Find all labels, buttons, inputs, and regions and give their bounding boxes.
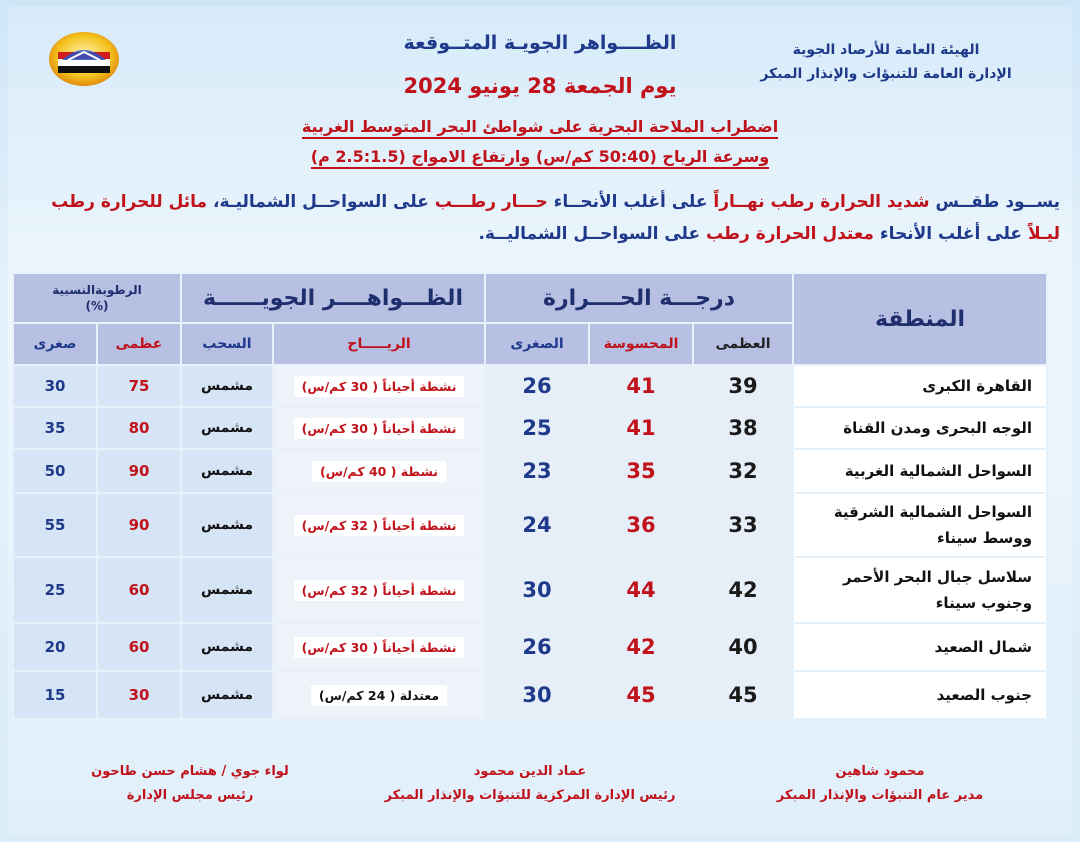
min-temp-value: 30 — [485, 671, 589, 719]
humidity-min-value: 20 — [13, 623, 97, 671]
clouds-value: مشمس — [181, 365, 273, 407]
org-line-1: الهيئة العامة للأرصاد الجوية — [792, 42, 980, 58]
humidity-max-value: 60 — [97, 557, 181, 623]
wind-cell — [273, 623, 485, 671]
wind-value: نشطة أحياناً ( 32 كم/س) — [294, 515, 465, 536]
col-feels-like: المحسوسة — [589, 323, 693, 365]
wind-value: نشطة أحياناً ( 30 كم/س) — [294, 418, 465, 439]
org-line-2: الإدارة العامة للتنبؤات والإنذار المبكر — [760, 66, 1012, 82]
col-humidity-max: عظمى — [97, 323, 181, 365]
feels-like-value: 36 — [589, 493, 693, 557]
wind-cell — [273, 557, 485, 623]
organization-name — [736, 38, 1036, 86]
humidity-min-value: 50 — [13, 449, 97, 493]
phenomena-group-header: الظـــواهــــر الجويــــــة — [181, 273, 485, 323]
table-row — [13, 449, 1047, 493]
signature-board-chairman — [60, 760, 320, 808]
humidity-group-header: الرطوبةالنسبية (%) — [13, 273, 181, 323]
min-temp-value: 25 — [485, 407, 589, 449]
marine-warning-line-2: وسرعة الرياح (50:40 كم/س) وارتفاع الامواج (2.5:1.5 م) — [270, 147, 810, 166]
min-temp-value: 24 — [485, 493, 589, 557]
forecast-date: يوم الجمعة 28 يونيو 2024 — [403, 74, 677, 98]
humidity-min-value: 30 — [13, 365, 97, 407]
region-name: شمال الصعيد — [793, 623, 1047, 671]
min-temp-value: 23 — [485, 449, 589, 493]
wind-value: نشطة ( 40 كم/س) — [312, 461, 446, 482]
feels-like-value: 45 — [589, 671, 693, 719]
signature-role: مدير عام التنبؤات والإنذار المبكر — [776, 788, 984, 803]
clouds-value: مشمس — [181, 557, 273, 623]
temperature-group-header: درجـــة الحــــرارة — [485, 273, 793, 323]
weather-table — [12, 272, 1048, 720]
humidity-min-value: 25 — [13, 557, 97, 623]
humidity-max-value: 60 — [97, 623, 181, 671]
max-temp-value: 32 — [693, 449, 793, 493]
signature-role: رئيس الإدارة المركزية للتنبؤات والإنذار المبكر — [384, 788, 676, 803]
table-row — [13, 365, 1047, 407]
feels-like-value: 41 — [589, 365, 693, 407]
table-row — [13, 671, 1047, 719]
wind-value: نشطة أحياناً ( 30 كم/س) — [294, 637, 465, 658]
region-name: سلاسل جبال البحر الأحمر وجنوب سيناء — [793, 557, 1047, 623]
humidity-max-value: 90 — [97, 449, 181, 493]
region-column-header: المنطقة — [793, 273, 1047, 365]
min-temp-value: 26 — [485, 365, 589, 407]
feels-like-value: 35 — [589, 449, 693, 493]
col-clouds: السحب — [181, 323, 273, 365]
page-title: الظــــواهر الجويـة المتــوقعة — [403, 32, 677, 54]
region-name: جنوب الصعيد — [793, 671, 1047, 719]
wind-cell — [273, 493, 485, 557]
region-name: السواحل الشمالية الشرقية ووسط سيناء — [793, 493, 1047, 557]
table-row — [13, 557, 1047, 623]
max-temp-value: 38 — [693, 407, 793, 449]
min-temp-value: 30 — [485, 557, 589, 623]
col-max-temp: العظمى — [693, 323, 793, 365]
signature-name: لواء جوي / هشام حسن طاحون — [91, 764, 289, 779]
max-temp-value: 42 — [693, 557, 793, 623]
feels-like-value: 41 — [589, 407, 693, 449]
wind-cell — [273, 449, 485, 493]
max-temp-value: 39 — [693, 365, 793, 407]
region-name: الوجه البحرى ومدن القناة — [793, 407, 1047, 449]
region-name: القاهرة الكبرى — [793, 365, 1047, 407]
clouds-value: مشمس — [181, 623, 273, 671]
min-temp-value: 26 — [485, 623, 589, 671]
clouds-value: مشمس — [181, 493, 273, 557]
col-humidity-min: صغرى — [13, 323, 97, 365]
table-row — [13, 493, 1047, 557]
feels-like-value: 44 — [589, 557, 693, 623]
wind-cell — [273, 407, 485, 449]
marine-warning-line-1: اضطراب الملاحة البحرية على شواطئ البحر المتوسط الغربية — [270, 117, 810, 136]
general-forecast-text: يســود طقــس شديد الحرارة رطب نهــاراً على أغلب الأنحــاء حـــار رطـــب على السواحــل الشماليـة، مائل للحرارة رطب ليـلاً على أغلب الأنحاء معتدل الحرارة رطب على السواحــل الشماليــة. — [51, 192, 1060, 244]
humidity-min-value: 15 — [13, 671, 97, 719]
clouds-value: مشمس — [181, 671, 273, 719]
wind-cell — [273, 671, 485, 719]
humidity-max-value: 75 — [97, 365, 181, 407]
signature-central-admin-head — [360, 760, 700, 808]
wind-cell — [273, 365, 485, 407]
signature-forecast-director — [750, 760, 1010, 808]
humidity-max-value: 80 — [97, 407, 181, 449]
humidity-min-value: 35 — [13, 407, 97, 449]
signature-name: عماد الدين محمود — [473, 764, 587, 779]
wind-value: نشطة أحياناً ( 32 كم/س) — [294, 580, 465, 601]
col-min-temp: الصغرى — [485, 323, 589, 365]
col-wind: الريـــــاح — [273, 323, 485, 365]
wind-value: معتدلة ( 24 كم/س) — [311, 685, 447, 706]
wind-value: نشطة أحياناً ( 30 كم/س) — [294, 376, 465, 397]
max-temp-value: 45 — [693, 671, 793, 719]
feels-like-value: 42 — [589, 623, 693, 671]
humidity-max-value: 90 — [97, 493, 181, 557]
max-temp-value: 40 — [693, 623, 793, 671]
table-row — [13, 407, 1047, 449]
region-name: السواحل الشمالية الغربية — [793, 449, 1047, 493]
max-temp-value: 33 — [693, 493, 793, 557]
table-row — [13, 623, 1047, 671]
signature-role: رئيس مجلس الإدارة — [126, 788, 254, 803]
ema-logo-icon — [48, 30, 120, 88]
signature-name: محمود شاهين — [835, 764, 925, 779]
clouds-value: مشمس — [181, 407, 273, 449]
clouds-value: مشمس — [181, 449, 273, 493]
humidity-min-value: 55 — [13, 493, 97, 557]
humidity-max-value: 30 — [97, 671, 181, 719]
